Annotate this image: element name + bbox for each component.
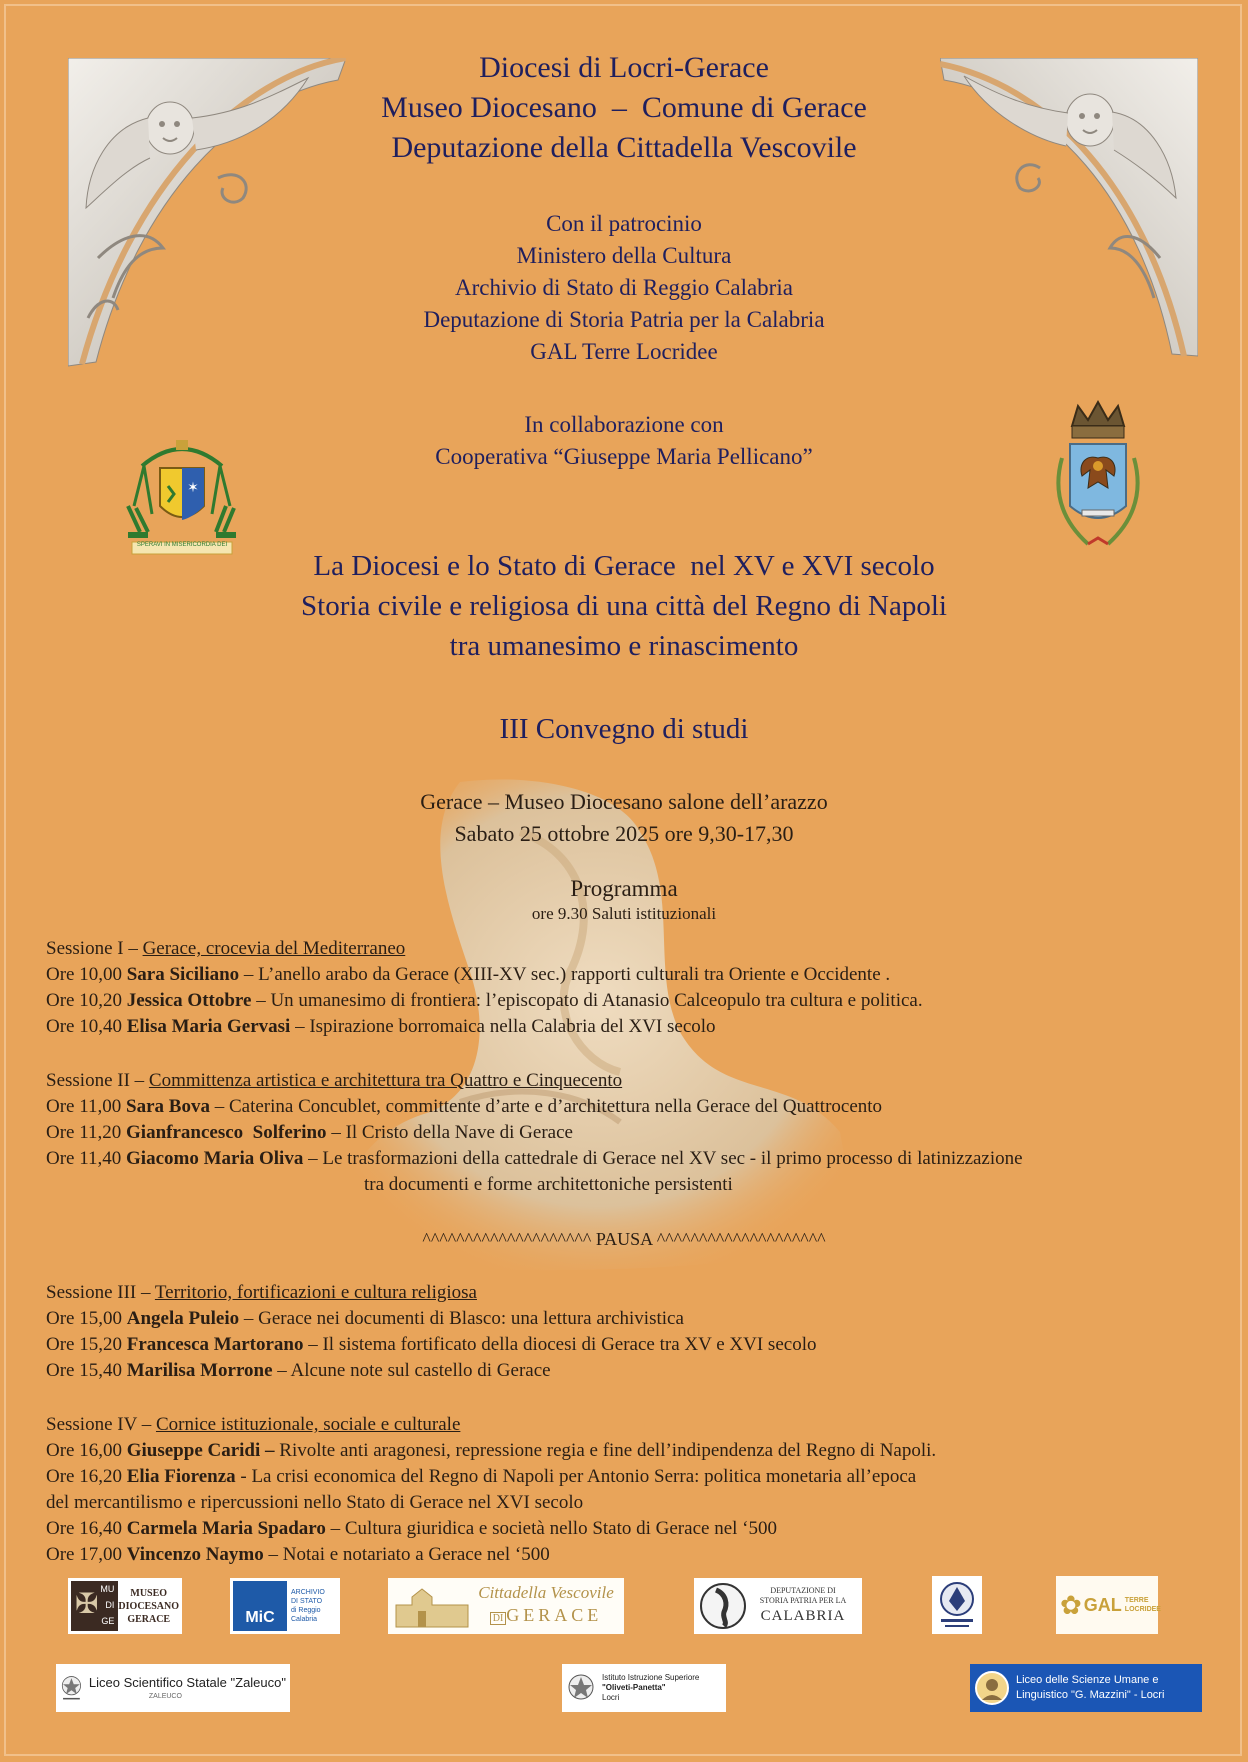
talk-row xyxy=(46,1438,936,1464)
talk-time: Ore 10,40 xyxy=(46,1016,127,1037)
pause-divider xyxy=(0,1226,1248,1252)
talk-title: – Ispirazione borromaica nella Calabria del XVI secolo xyxy=(290,1016,716,1037)
zaleuco-small: ZALEUCO xyxy=(148,1693,182,1700)
logo-deputazione-storia-patria xyxy=(694,1578,862,1634)
session-label: Sessione III xyxy=(46,1282,137,1303)
svg-text:✶: ✶ xyxy=(187,481,199,496)
session-heading xyxy=(46,936,405,962)
talk-row xyxy=(46,1542,550,1568)
talk-title: – Caterina Concublet, committente d’arte e d’architettura nella Gerace del Quattrocento xyxy=(209,1096,883,1117)
museo-grid xyxy=(71,1581,118,1631)
talk-time: Ore 11,20 xyxy=(46,1122,127,1143)
session-theme: Territorio, fortificazioni e cultura religiosa xyxy=(154,1282,477,1303)
logo-gal-terre-locridee xyxy=(1056,1576,1161,1634)
collaboration-intro: In collaborazione con xyxy=(524,412,724,437)
session-label: Sessione I xyxy=(46,938,124,959)
olivetti-text: Locri xyxy=(602,1693,620,1702)
talk-row xyxy=(46,988,923,1014)
gal-text: TERRE xyxy=(1124,1597,1149,1604)
italian-emblem-icon xyxy=(566,1671,596,1705)
session-separator: – xyxy=(136,1282,155,1303)
cross-icon: ✠ xyxy=(75,1588,99,1619)
museo-name: DIOCESANO xyxy=(118,1600,179,1612)
logo-iis-olivetti-panetta xyxy=(562,1664,726,1712)
talk-continuation: tra documenti e forme architettoniche persistenti xyxy=(364,1174,733,1195)
talk-title: – Un umanesimo di frontiera: l’episcopato di Atanasio Calceopulo tra cultura e politica. xyxy=(251,990,923,1011)
talk-speaker: Angela Puleio xyxy=(126,1308,240,1329)
cittadella-gerace: GERACE xyxy=(506,1605,603,1625)
gal-flower-icon: ✿ xyxy=(1060,1590,1082,1620)
programme-heading: Programma xyxy=(570,876,678,901)
talk-time: Ore 17,00 xyxy=(46,1544,127,1565)
talk-title: – Cultura giuridica e società nello Stato di Gerace nel ‘500 xyxy=(325,1518,777,1539)
mic-text: DI STATO xyxy=(291,1598,323,1605)
comune-coat-of-arms xyxy=(1042,398,1154,562)
talk-continuation: del mercantilismo e ripercussioni nello Stato di Gerace nel XVI secolo xyxy=(46,1492,584,1513)
gal-mark: GAL xyxy=(1083,1594,1122,1615)
session-theme: Gerace, crocevia del Mediterraneo xyxy=(142,938,406,959)
talk-title: – Il Cristo della Nave di Gerace xyxy=(326,1122,573,1143)
talk-time: Ore 10,00 xyxy=(46,964,127,985)
logo-liceo-zaleuco xyxy=(56,1664,290,1712)
talk-speaker: Sara Siciliano xyxy=(126,964,240,985)
talk-row xyxy=(46,1464,916,1490)
patronage-item: GAL Terre Locridee xyxy=(530,339,718,364)
olivetti-text: Istituto Istruzione Superiore xyxy=(602,1673,700,1682)
talk-row xyxy=(46,962,890,988)
talk-title: – Alcune note sul castello di Gerace xyxy=(272,1360,551,1381)
header-line-3: Deputazione della Cittadella Vescovile xyxy=(391,131,857,164)
museo-grid-text: DI xyxy=(105,1600,115,1610)
header-line-2: Museo Diocesano – Comune di Gerace xyxy=(381,91,867,124)
talk-speaker: Carmela Maria Spadaro xyxy=(126,1518,326,1539)
event-place: Gerace – Museo Diocesano salone dell’arazzo xyxy=(420,789,828,814)
session-label: Sessione IV xyxy=(46,1414,137,1435)
talk-title: – Gerace nei documenti di Blasco: una lettura archivistica xyxy=(239,1308,684,1329)
mic-text: di Reggio Calabria xyxy=(291,1607,321,1623)
talk-time: Ore 15,00 xyxy=(46,1308,127,1329)
event-name: III Convegno di studi xyxy=(499,713,749,745)
session-separator: – xyxy=(129,1070,149,1091)
talk-speaker: Elisa Maria Gervasi xyxy=(126,1016,291,1037)
deputazione-text: DEPUTAZIONE DI xyxy=(770,1586,836,1595)
mic-text: ARCHIVIO xyxy=(291,1589,325,1596)
deputazione-text: STORIA PATRIA PER LA xyxy=(759,1596,847,1605)
talk-row xyxy=(46,1120,573,1146)
talk-row xyxy=(46,1332,816,1358)
pause-label: PAUSA xyxy=(595,1229,653,1249)
programme-greeting: ore 9.30 Saluti istituzionali xyxy=(531,904,717,923)
talk-time: Ore 15,40 xyxy=(46,1360,127,1381)
session-heading xyxy=(46,1068,622,1094)
talk-title: - La crisi economica del Regno di Napoli per Antonio Serra: politica monetaria all’epoca xyxy=(235,1466,917,1487)
talk-title: – Le trasformazioni della cattedrale di Gerace nel XV sec - il primo processo di latinizzazione xyxy=(303,1148,1023,1169)
gal-text: LOCRIDEE xyxy=(1124,1606,1161,1613)
talk-speaker: Marilisa Morrone xyxy=(126,1360,273,1381)
session-heading xyxy=(46,1280,477,1306)
logo-archivio-emblem xyxy=(932,1576,982,1634)
talk-row xyxy=(46,1516,777,1542)
calabria-map-icon xyxy=(698,1582,748,1630)
talk-row xyxy=(46,1306,684,1332)
talk-title: – L’anello arabo da Gerace (XIII-XV sec.) rapporti culturali tra Oriente e Occidente . xyxy=(239,964,891,985)
museo-name: GERACE xyxy=(127,1613,171,1625)
museo-name: MUSEO xyxy=(130,1587,168,1599)
cittadella-name: Cittadella Vescovile xyxy=(478,1583,614,1602)
emblem-icon xyxy=(935,1579,979,1631)
pause-waves: ^^^^^^^^^^^^^^^^^^^^ xyxy=(656,1229,826,1249)
mazzini-text: Linguistico "G. Mazzini" - Locri xyxy=(1016,1689,1165,1701)
zaleuco-name: Liceo Scientifico Statale "Zaleuco" xyxy=(88,1675,286,1690)
talk-speaker: Vincenzo Naymo xyxy=(126,1544,264,1565)
talk-speaker: Sara Bova xyxy=(126,1096,210,1117)
title-line-2: Storia civile e religiosa di una città del Regno di Napoli xyxy=(301,590,947,622)
talk-title: – Il sistema fortificato della diocesi di Gerace tra XV e XVI secolo xyxy=(303,1334,817,1355)
cittadella-place xyxy=(472,1604,620,1630)
session-heading xyxy=(46,1412,460,1438)
collaboration-partner: Cooperativa “Giuseppe Maria Pellicano” xyxy=(435,444,813,469)
session-theme: Cornice istituzionale, sociale e culturale xyxy=(155,1414,461,1435)
talk-speaker: Elia Fiorenza xyxy=(126,1466,236,1487)
talk-speaker: Giacomo Maria Oliva xyxy=(126,1148,304,1169)
patronage-item: Archivio di Stato di Reggio Calabria xyxy=(455,275,793,300)
talk-time: Ore 16,00 xyxy=(46,1440,127,1461)
talk-time: Ore 16,40 xyxy=(46,1518,127,1539)
logo-museo-diocesano xyxy=(68,1578,182,1634)
talk-time: Ore 11,00 xyxy=(46,1096,127,1117)
title-line-3: tra umanesimo e rinascimento xyxy=(449,630,799,662)
talk-row xyxy=(46,1358,551,1384)
italian-emblem-icon xyxy=(60,1669,83,1707)
olivetti-text: "Oliveti-Panetta" xyxy=(602,1683,666,1692)
museo-grid-text: MU xyxy=(100,1584,115,1594)
church-icon xyxy=(392,1583,472,1629)
talk-title: Rivolte anti aragonesi, repressione regia e fine dell’indipendenza del Regno di Napoli. xyxy=(274,1440,937,1461)
patronage-intro: Con il patrocinio xyxy=(546,211,702,236)
talk-time: Ore 15,20 xyxy=(46,1334,127,1355)
talk-row xyxy=(46,1094,882,1120)
talk-speaker: Giuseppe Caridi – xyxy=(126,1440,275,1461)
bishop-motto: SPERAVI IN MISERICORDIA DEI xyxy=(136,542,228,548)
school-seal-icon xyxy=(974,1670,1010,1706)
mic-mark: MiC xyxy=(233,1581,287,1631)
session-separator: – xyxy=(136,1414,156,1435)
mazzini-text: Liceo delle Scienze Umane e xyxy=(1016,1674,1159,1686)
header-line-1: Diocesi di Locri-Gerace xyxy=(479,51,769,84)
patronage-item: Ministero della Cultura xyxy=(516,243,732,268)
museo-grid-text: GE xyxy=(101,1616,115,1626)
logo-cittadella-vescovile xyxy=(388,1578,624,1634)
talk-time: Ore 11,40 xyxy=(46,1148,127,1169)
deputazione-text: CALABRIA xyxy=(760,1608,846,1624)
session-label: Sessione II xyxy=(46,1070,130,1091)
title-line-1: La Diocesi e lo Stato di Gerace nel XV e XVI secolo xyxy=(313,550,935,582)
talk-time: Ore 10,20 xyxy=(46,990,127,1011)
session-separator: – xyxy=(123,938,143,959)
talk-speaker: Jessica Ottobre xyxy=(126,990,252,1011)
pause-waves: ^^^^^^^^^^^^^^^^^^^^ xyxy=(422,1229,592,1249)
cittadella-di: DI xyxy=(490,1612,507,1625)
talk-time: Ore 16,20 xyxy=(46,1466,127,1487)
patronage-item: Deputazione di Storia Patria per la Calabria xyxy=(423,307,825,332)
event-date: Sabato 25 ottobre 2025 ore 9,30-17,30 xyxy=(454,821,794,846)
talk-row xyxy=(46,1146,1023,1172)
logo-liceo-mazzini xyxy=(970,1664,1202,1712)
talk-speaker: Francesca Martorano xyxy=(126,1334,304,1355)
talk-title: – Notai e notariato a Gerace nel ‘500 xyxy=(263,1544,550,1565)
session-theme: Committenza artistica e architettura tra Quattro e Cinquecento xyxy=(148,1070,623,1091)
talk-row xyxy=(46,1014,716,1040)
talk-speaker: Gianfrancesco Solferino xyxy=(126,1122,327,1143)
logo-mic-archivio xyxy=(230,1578,340,1634)
